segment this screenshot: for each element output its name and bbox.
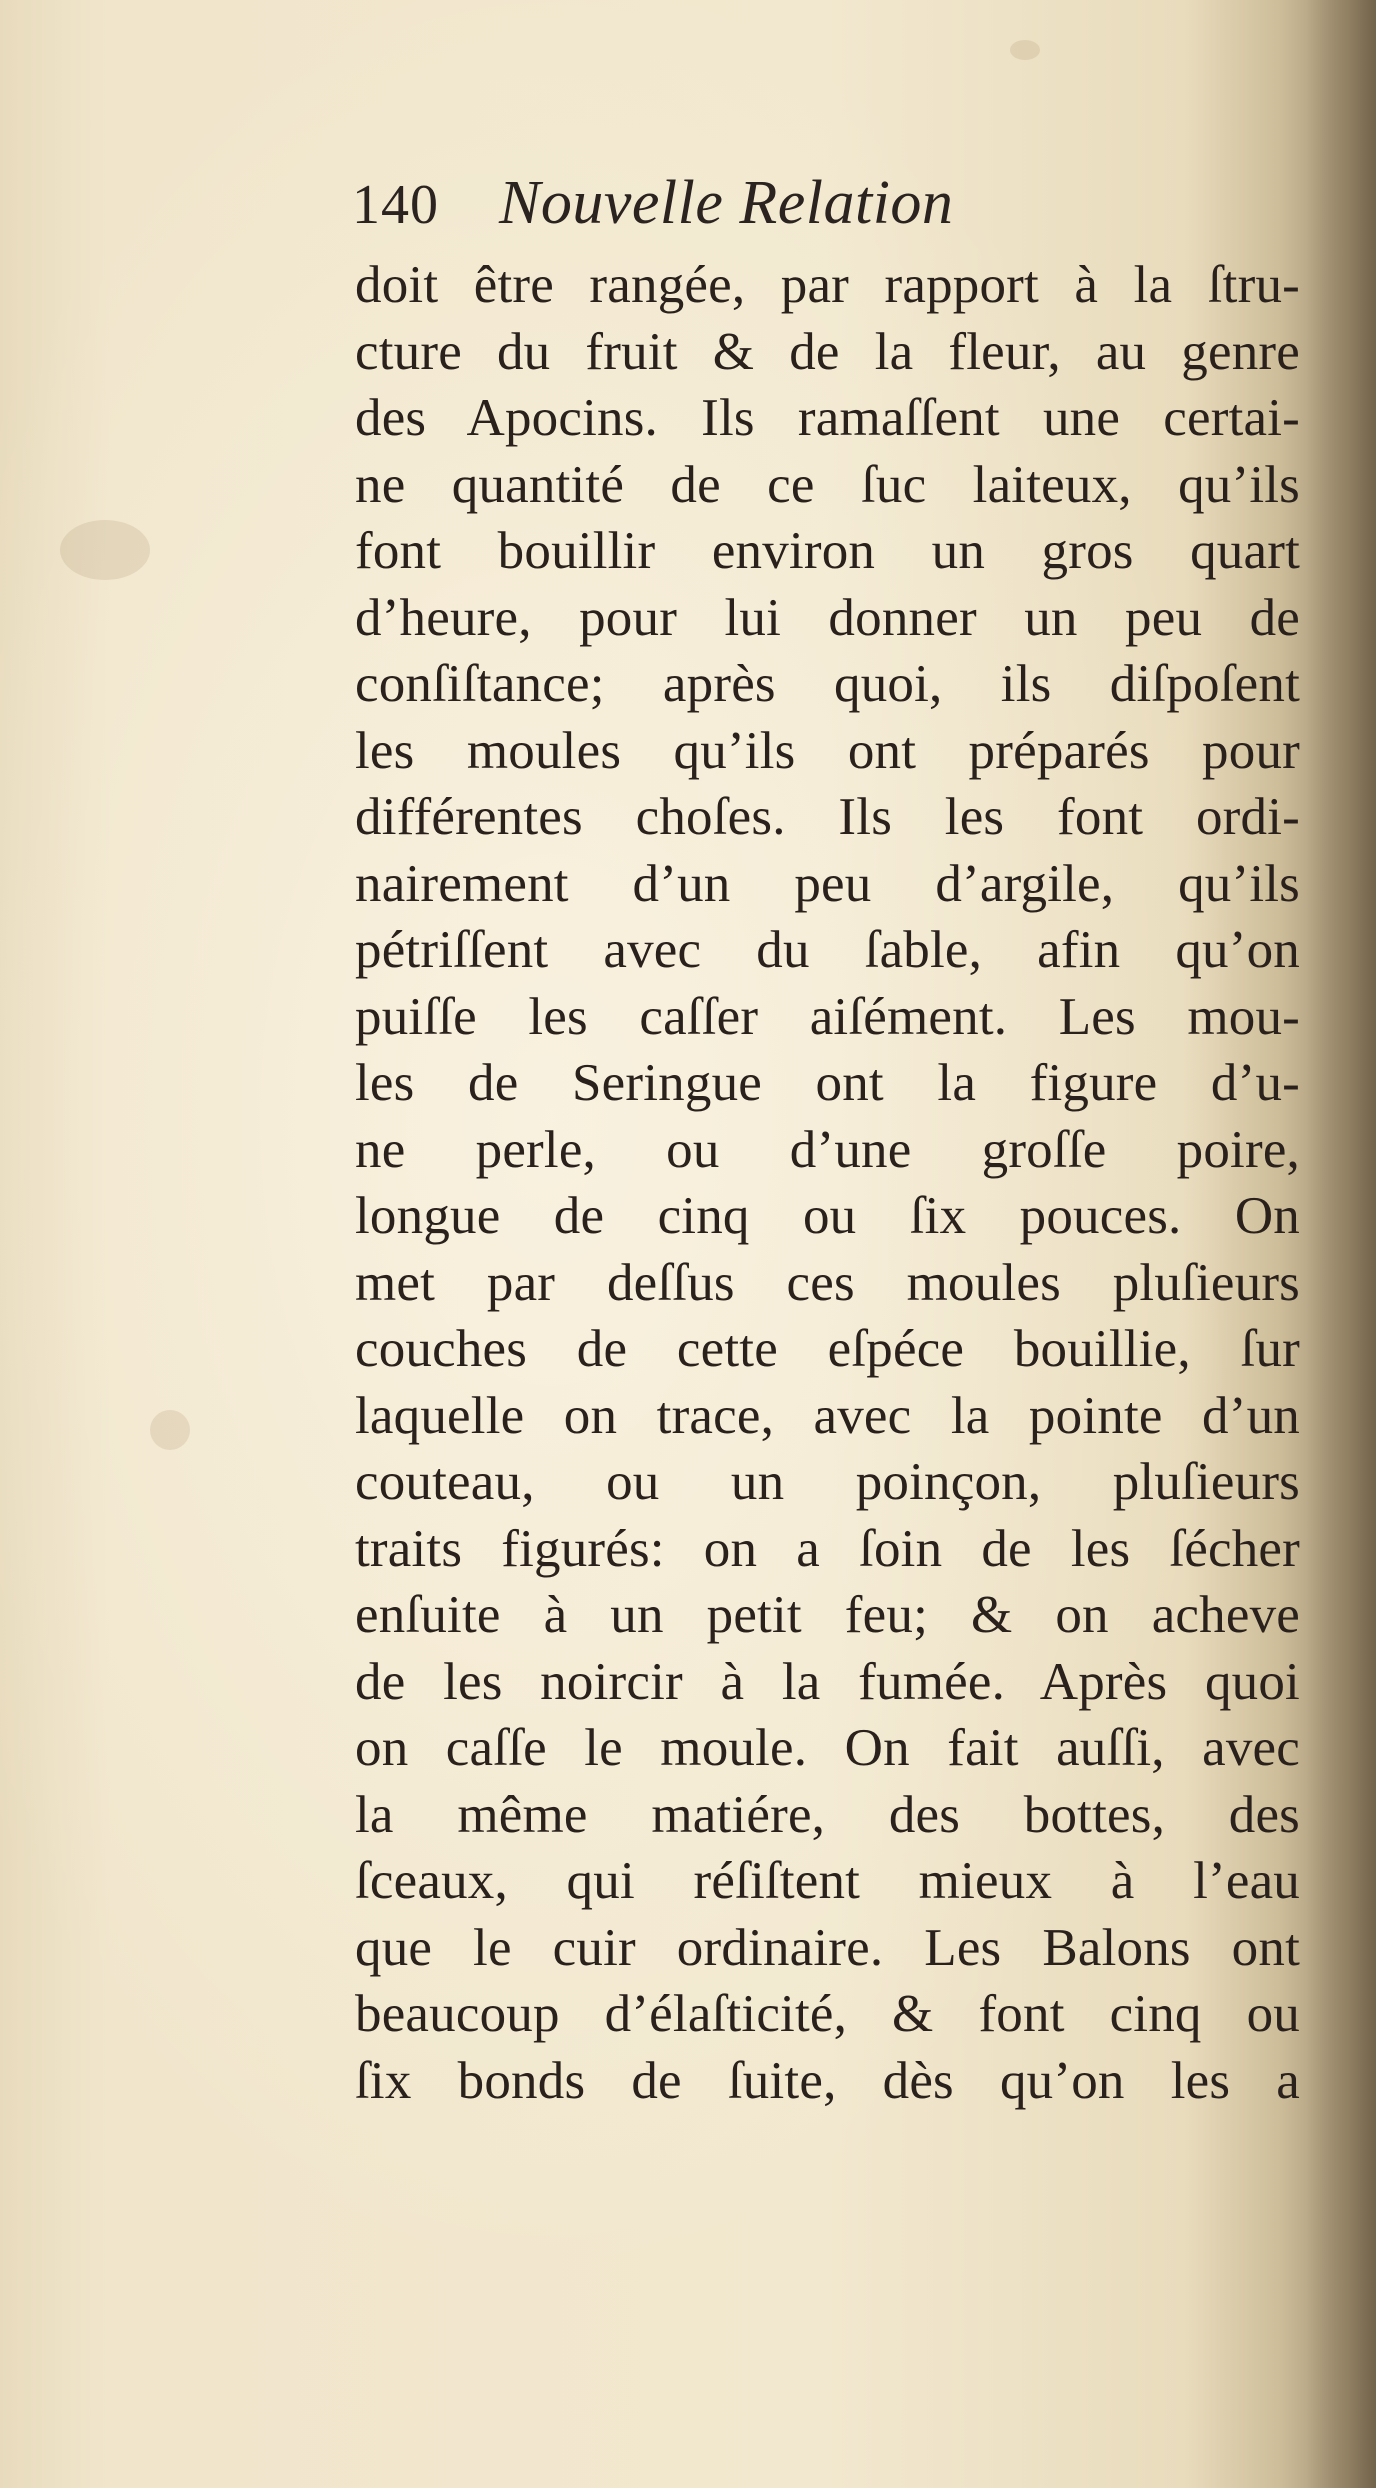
paper-stain xyxy=(1010,40,1040,60)
paper-stain xyxy=(150,1410,190,1450)
running-title: Nouvelle Relation xyxy=(499,169,954,237)
text-line: beaucoup d’élaſticité, & font cinq ou xyxy=(355,1985,1300,2043)
text-line: enſuite à un petit feu; & on acheve xyxy=(355,1586,1300,1644)
text-line: les moules qu’ils ont préparés pour xyxy=(355,721,1300,780)
text-line: cture du fruit & de la fleur, au genre xyxy=(355,322,1300,381)
text-line: des Apocins. Ils ramaſſent une certai- xyxy=(355,389,1300,447)
text-line: conſiſtance; après quoi, ils diſpoſent xyxy=(355,655,1300,713)
text-line: de les noircir à la fumée. Après quoi xyxy=(355,1652,1300,1711)
text-line: pétriſſent avec du ſable, afin qu’on xyxy=(355,921,1300,979)
text-line: couteau, ou un poinçon, pluſieurs xyxy=(355,1453,1300,1511)
paper-stain xyxy=(60,520,150,580)
text-line: on caſſe le moule. On fait auſſi, avec xyxy=(355,1719,1300,1777)
text-line: puiſſe les caſſer aiſément. Les mou- xyxy=(355,987,1300,1046)
text-line: nairement d’un peu d’argile, qu’ils xyxy=(355,854,1300,913)
text-line: doit être rangée, par rapport à la ſtru- xyxy=(355,256,1300,314)
text-line: met par deſſus ces moules pluſieurs xyxy=(355,1253,1300,1312)
text-line: traits figurés: on a ſoin de les ſécher xyxy=(355,1519,1300,1578)
text-line: que le cuir ordinaire. Les Balons ont xyxy=(355,1918,1300,1977)
text-line: différentes choſes. Ils les font ordi- xyxy=(355,788,1300,846)
text-line: ſix bonds de ſuite, dès qu’on les a xyxy=(355,2051,1300,2110)
text-line: couches de cette eſpéce bouillie, ſur xyxy=(355,1320,1300,1378)
text-line: les de Seringue ont la figure d’u- xyxy=(355,1054,1300,1112)
page-header xyxy=(352,168,953,248)
text-line: laquelle on trace, avec la pointe d’un xyxy=(355,1386,1300,1445)
text-line: ſceaux, qui réſiſtent mieux à l’eau xyxy=(355,1852,1300,1910)
text-line: la même matiére, des bottes, des xyxy=(355,1785,1300,1844)
text-line: ne quantité de ce ſuc laiteux, qu’ils xyxy=(355,455,1300,514)
page-edge-shadow xyxy=(1306,0,1376,2488)
text-line: longue de cinq ou ſix pouces. On xyxy=(355,1187,1300,1245)
text-line: ne perle, ou d’une groſſe poire, xyxy=(355,1120,1300,1179)
page-number: 140 xyxy=(352,174,439,236)
body-text xyxy=(355,252,1300,2114)
text-line: font bouillir environ un gros quart xyxy=(355,522,1300,580)
text-line: d’heure, pour lui donner un peu de xyxy=(355,588,1300,647)
